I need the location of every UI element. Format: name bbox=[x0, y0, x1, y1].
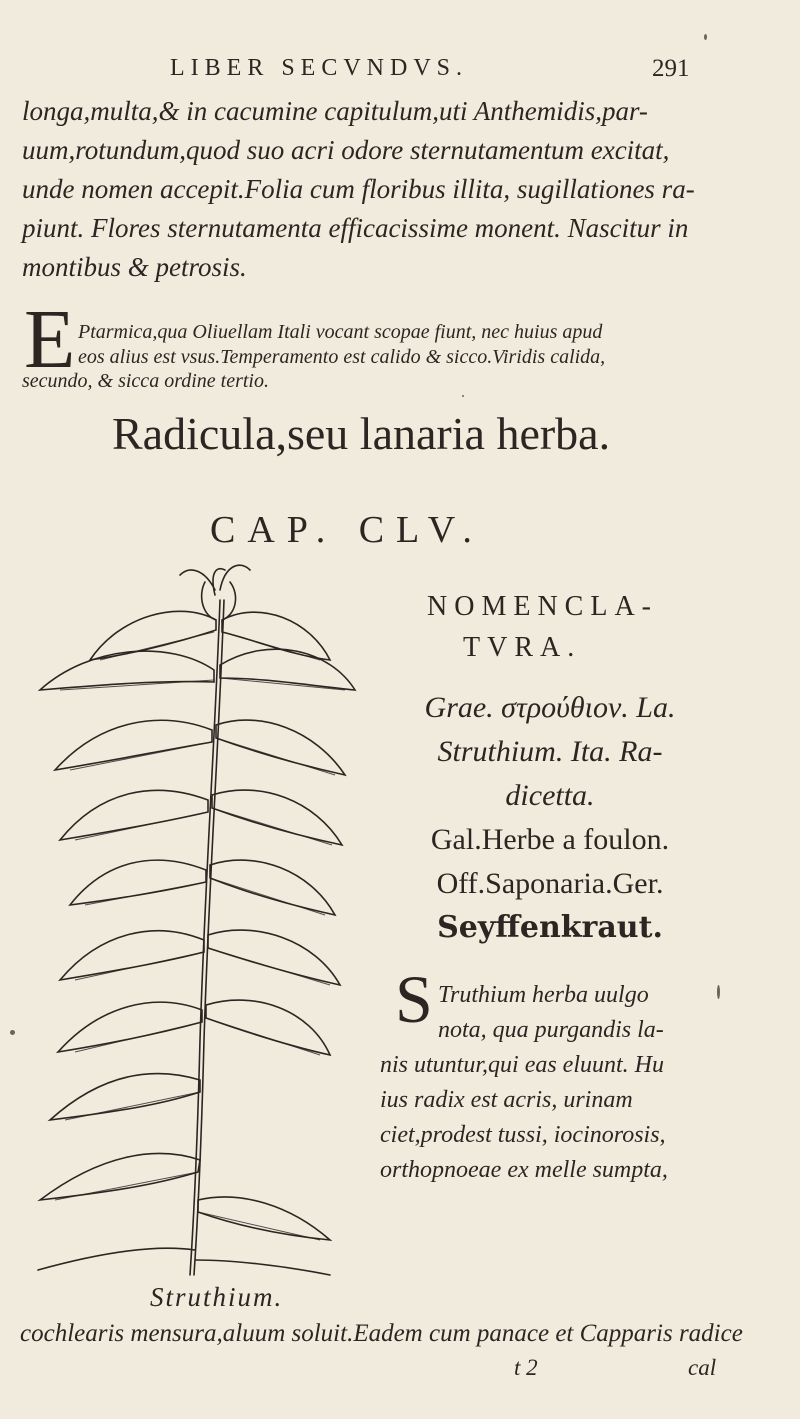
paragraph-2 bbox=[78, 320, 718, 370]
nomenclatura-heading-line-2: TVRA. bbox=[463, 632, 582, 663]
text-line: nis utuntur,qui eas eluunt. Hu bbox=[380, 1052, 665, 1078]
page-number: 291 bbox=[652, 55, 690, 82]
text-line: uum,rotundum,quod suo acri odore sternutamentum excitat, bbox=[22, 135, 670, 165]
text-line: orthopnoeae ex melle sumpta, bbox=[380, 1157, 668, 1183]
text-line: eos alius est vsus.Temperamento est calido & sicco.Viridis calida, bbox=[78, 346, 606, 368]
name-line-italian: dicetta. bbox=[505, 779, 595, 812]
nomenclatura-heading-line-1: NOMENCLA- bbox=[427, 591, 658, 622]
final-text-line: cochlearis mensura,aluum soluit.Eadem cum panace et Capparis radice bbox=[20, 1320, 743, 1347]
name-line-french: Gal.Herbe a foulon. bbox=[430, 823, 670, 856]
text-line: ciet,prodest tussi, iocinorosis, bbox=[380, 1122, 666, 1148]
text-line: Truthium herba uulgo bbox=[438, 982, 649, 1008]
text-line: nota, qua purgandis la- bbox=[438, 1017, 664, 1043]
name-line-latin-italian: Struthium. Ita. Ra- bbox=[437, 735, 663, 768]
chapter-title: Radicula,seu lanaria herba. bbox=[112, 408, 611, 459]
text-line: Ptarmica,qua Oliuellam Itali vocant scopae fiunt, nec huius apud bbox=[78, 321, 603, 343]
paper-speck bbox=[462, 395, 464, 397]
signature-mark: t 2 bbox=[514, 1355, 538, 1380]
struthium-woodcut-illustration bbox=[30, 560, 360, 1280]
paragraph-2-last-line: secundo, & sicca ordine tertio. bbox=[22, 370, 269, 392]
drop-cap-e: E bbox=[24, 293, 76, 386]
drop-cap-s: S bbox=[395, 961, 433, 1037]
paper-speck bbox=[10, 1030, 15, 1035]
paragraph-1 bbox=[22, 92, 712, 287]
paragraph-3 bbox=[380, 978, 725, 1188]
paper-speck bbox=[704, 34, 707, 40]
text-line: unde nomen accepit.Folia cum floribus illita, sugillationes ra- bbox=[22, 174, 695, 204]
name-line-german-blackletter: Seyffenkraut. bbox=[437, 910, 663, 945]
name-line-greek-latin: Grae. στρούθιον. La. bbox=[424, 691, 676, 724]
plant-names-list bbox=[390, 686, 710, 950]
text-line: longa,multa,& in cacumine capitulum,uti Anthemidis,par- bbox=[22, 96, 648, 126]
text-line: ius radix est acris, urinam bbox=[380, 1087, 633, 1113]
text-line: piunt. Flores sternutamenta efficacissime monent. Nascitur in bbox=[22, 213, 689, 243]
chapter-number: CAP. CLV. bbox=[210, 509, 484, 551]
name-line-officinal-german: Off.Saponaria.Ger. bbox=[436, 867, 664, 900]
catchword: cal bbox=[688, 1355, 717, 1380]
figure-caption: Struthium. bbox=[150, 1282, 284, 1312]
running-head: LIBER SECVNDVS. bbox=[170, 55, 469, 81]
paper-speck bbox=[717, 985, 720, 999]
text-line: montibus & petrosis. bbox=[22, 252, 247, 282]
